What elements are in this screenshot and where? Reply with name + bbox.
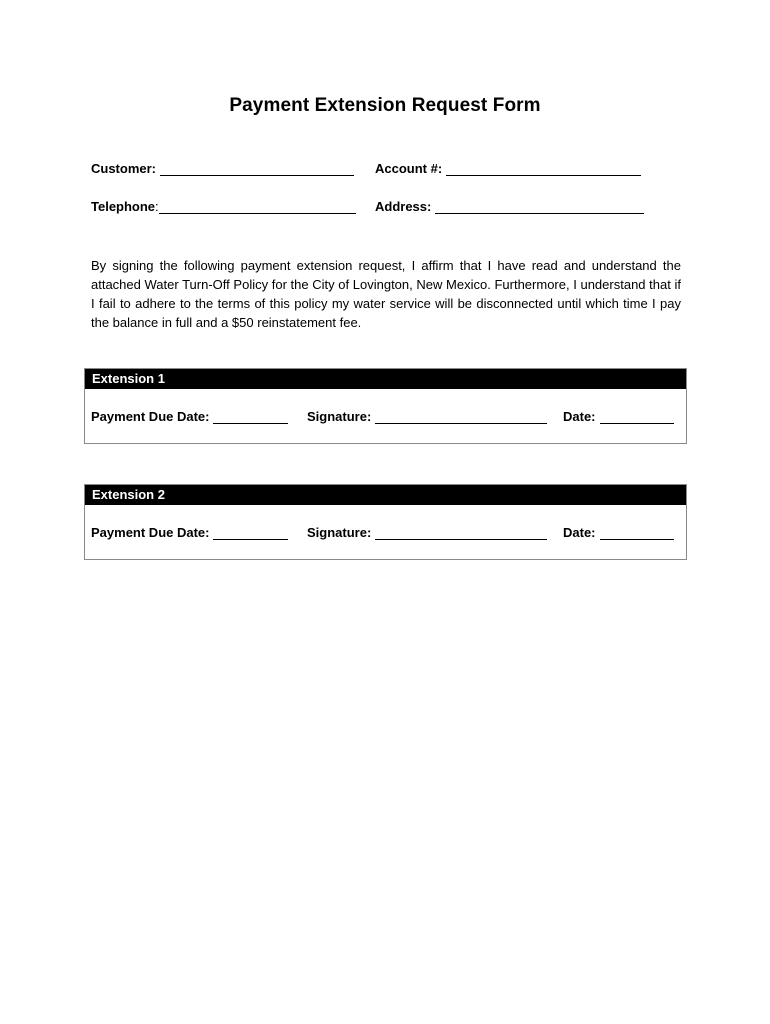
signature-label: Signature: [307, 525, 372, 540]
address-label: Address: [375, 199, 432, 214]
telephone-colon: : [155, 199, 159, 214]
payment-due-input-line[interactable] [213, 526, 288, 540]
address-field [375, 199, 644, 214]
account-input-line[interactable] [446, 162, 641, 176]
extension-2-title: Extension 2 [85, 485, 686, 505]
customer-label: Customer: [91, 161, 157, 176]
customer-field [91, 161, 354, 176]
date-input-line[interactable] [600, 410, 674, 424]
telephone-field [91, 199, 356, 214]
telephone-input-line[interactable] [159, 200, 356, 214]
account-field [375, 161, 641, 176]
date-label: Date: [563, 525, 596, 540]
telephone-label: Telephone [91, 199, 156, 214]
payment-due-input-line[interactable] [213, 410, 288, 424]
extension-2-box [84, 484, 687, 560]
extension-1-box [84, 368, 687, 444]
extension-2-signature [307, 525, 547, 540]
extension-1-title: Extension 1 [85, 369, 686, 389]
signature-label: Signature: [307, 409, 372, 424]
address-input-line[interactable] [435, 200, 644, 214]
extension-1-date [563, 409, 674, 424]
extension-2-date [563, 525, 674, 540]
policy-statement: By signing the following payment extension request, I affirm that I have read and understand the attached Water Turn-Off Policy for the City of Lovington, New Mexico. Furthermore, I understand that if I fail to adhere to the terms of this policy my water service will be disconnected until which time I pay the balance in full and a $50 reinstatement fee. [91, 258, 681, 330]
payment-due-label: Payment Due Date: [91, 525, 210, 540]
extension-1-payment-due [91, 409, 288, 424]
date-input-line[interactable] [600, 526, 674, 540]
account-label: Account #: [375, 161, 443, 176]
payment-due-label: Payment Due Date: [91, 409, 210, 424]
signature-input-line[interactable] [375, 410, 547, 424]
form-title: Payment Extension Request Form [229, 95, 541, 116]
date-label: Date: [563, 409, 596, 424]
extension-2-payment-due [91, 525, 288, 540]
extension-1-signature [307, 409, 547, 424]
customer-input-line[interactable] [160, 162, 354, 176]
signature-input-line[interactable] [375, 526, 547, 540]
